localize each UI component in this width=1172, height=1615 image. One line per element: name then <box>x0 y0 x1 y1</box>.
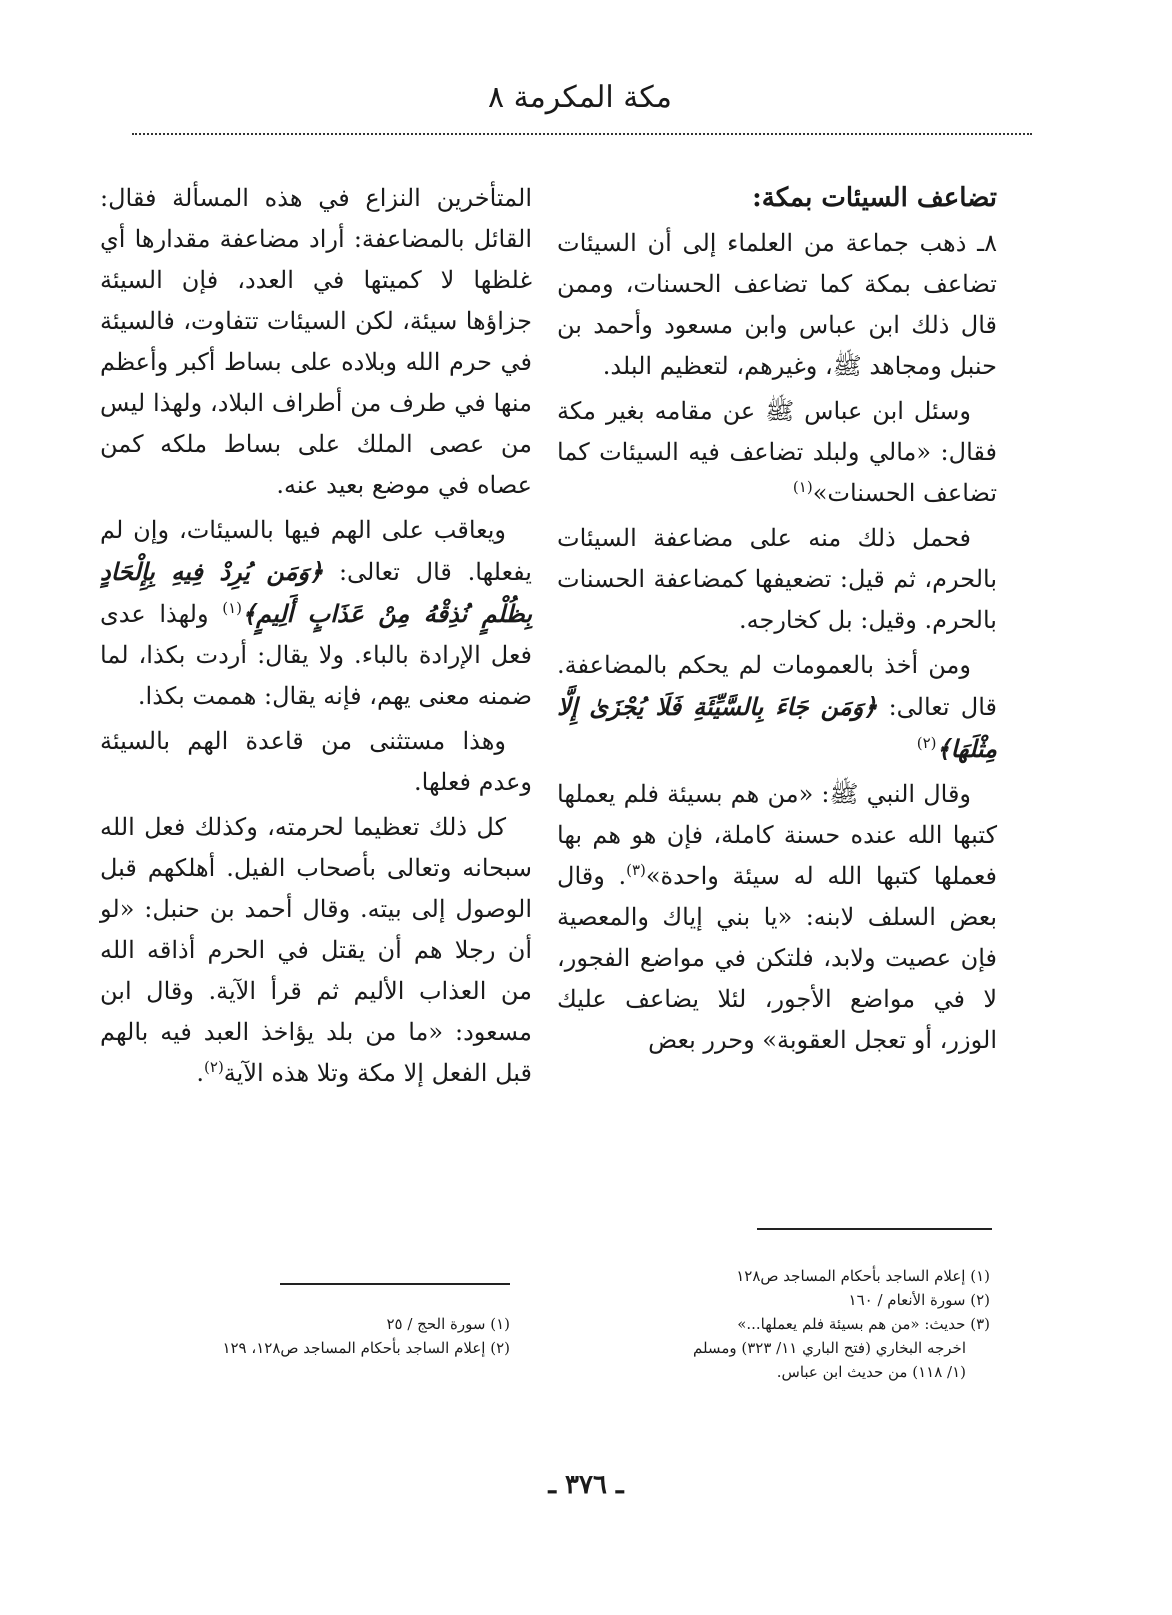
paragraph: المتأخرين النزاع في هذه المسألة فقال: القائل بالمضاعفة: أراد مضاعفة مقدارها أي غلظها لا كميتها في العدد، فإن السيئة جزاؤها سيئة، لكن السيئات تتفاوت، فالسيئة في حرم الله وبلاده على بساط أكبر وأعظم منها في طرف من أطراف البلاد، ولهذا ليس من عصى الملك على بساط ملكه كمن عصاه في موضع بعيد عنه. <box>100 184 532 499</box>
paragraph-text: . وقال بعض السلف لابنه: «يا بني إياك والمعصية فإن عصيت ولابد، فلتكن في مواضع الفجور، لا في مواضع الأجور، لئلا يضاعف عليك الوزر، أو تعجل العقوبة» وحرر بعض <box>557 862 997 1054</box>
footnotes-right <box>560 1264 990 1384</box>
section-heading: تضاعف السيئات بمكة: <box>752 183 997 213</box>
footnote: (١) إعلام الساجد بأحكام المساجد ص١٢٨ <box>736 1267 990 1285</box>
left-column <box>100 178 532 1098</box>
paragraph: كل ذلك تعظيما لحرمته، وكذلك فعل الله سبحانه وتعالى بأصحاب الفيل. أهلكهم قبل الوصول إلى بيته. وقال أحمد بن حنبل: «لو أن رجلا هم أن يقتل في الحرم أذاقه الله من العذاب الأليم ثم قرأ الآية. وقال ابن مسعود: «ما من بلد يؤاخذ العبد فيه بالهم قبل الفعل إلا مكة وتلا هذه الآية$^{(٢)}$. <box>100 813 532 1087</box>
quran-verse: ﴿وَمَن جَاءَ بِالسَّيِّئَةِ فَلَا يُجْزَىٰ إِلَّا مِثْلَهَا﴾ <box>557 692 997 763</box>
paragraph-text: كل ذلك تعظيما لحرمته، وكذلك فعل الله سبحانه وتعالى بأصحاب الفيل. أهلكهم قبل الوصول إلى بيته. وقال أحمد بن حنبل: «لو أن رجلا هم أن يقتل في الحرم أذاقه الله من العذاب الأليم ثم قرأ الآية. وقال ابن مسعود: «ما من بلد يؤاخذ العبد فيه بالهم قبل الفعل إلا مكة وتلا هذه الآية <box>100 813 532 1087</box>
paragraph-text: ويعاقب على الهم فيها بالسيئات، وإن لم يفعلها. قال تعالى: <box>100 516 532 586</box>
footnote-separator <box>757 1228 992 1230</box>
header-dotted-rule <box>132 133 1032 135</box>
quran-verse: ﴿وَمَن يُرِدْ فِيهِ بِإِلْحَادٍ بِظُلْمٍ نُذِقْهُ مِنْ عَذَابٍ أَلِيمٍ﴾ <box>100 557 533 628</box>
footnote: (٢) سورة الأنعام / ١٦٠ <box>848 1291 990 1309</box>
paragraph <box>557 774 997 1061</box>
footnote-continuation: (١/ ١١٨) من حديث ابن عباس. <box>776 1363 966 1381</box>
paragraph <box>100 510 532 717</box>
footnote-separator <box>280 1283 510 1285</box>
paragraph <box>557 645 997 770</box>
paragraph <box>557 391 997 514</box>
footnote-ref[interactable]: (٢) <box>916 734 937 752</box>
footnote-continuation: اخرجه البخاري (فتح الباري ١١/ ٣٢٣) ومسلم <box>692 1339 966 1357</box>
paragraph-text: ومن أخذ بالعمومات لم يحكم بالمضاعفة. قال تعالى: <box>557 651 997 721</box>
footnote-ref[interactable]: (١) <box>222 599 243 617</box>
paragraph-text: وسئل ابن عباس ﷺ عن مقامه بغير مكة فقال: «مالي ولبلد تضاعف فيه السيئات كما تضاعف الحسنات» <box>557 397 997 507</box>
paragraph: ٨ـ ذهب جماعة من العلماء إلى أن السيئات تضاعف بمكة كما تضاعف الحسنات، وممن قال ذلك ابن عباس وابن مسعود وأحمد بن حنبل ومجاهد ﷺ، وغيرهم، لتعظيم البلد. <box>557 229 997 380</box>
footnote-ref[interactable]: (٢) <box>204 1058 224 1076</box>
paragraph-text: وقال النبي ﷺ: «من هم بسيئة فلم يعملها كتبها الله عنده حسنة كاملة، فإن هو هم بها فعملها كتبها الله له سيئة واحدة» <box>557 780 997 890</box>
paragraph-text: ولهذا عدى فعل الإرادة بالباء. ولا يقال: أردت بكذا، لما ضمنه معنى يهم، فإنه يقال: هممت بكذا. <box>100 600 532 710</box>
right-column <box>557 178 997 1065</box>
paragraph: وهذا مستثنى من قاعدة الهم بالسيئة وعدم فعلها. <box>100 727 532 796</box>
running-header: مكة المكرمة ٨ <box>487 80 672 115</box>
footnote: (٣) حديث: «من هم بسيئة فلم يعملها...» <box>737 1315 990 1333</box>
footnote: (٢) إعلام الساجد بأحكام المساجد ص١٢٨، ١٢٩ <box>222 1339 510 1357</box>
footnote-ref[interactable]: (٣) <box>626 861 646 879</box>
footnote: (١) سورة الحج / ٢٥ <box>386 1315 510 1333</box>
footnote-ref[interactable]: (١) <box>792 478 813 496</box>
page-number: ـ ٣٧٦ ـ <box>548 1470 624 1500</box>
footnotes-left <box>90 1312 510 1360</box>
paragraph: فحمل ذلك منه على مضاعفة السيئات بالحرم، ثم قيل: تضعيفها كمضاعفة الحسنات بالحرم. وقيل: بل كخارجه. <box>557 524 997 634</box>
